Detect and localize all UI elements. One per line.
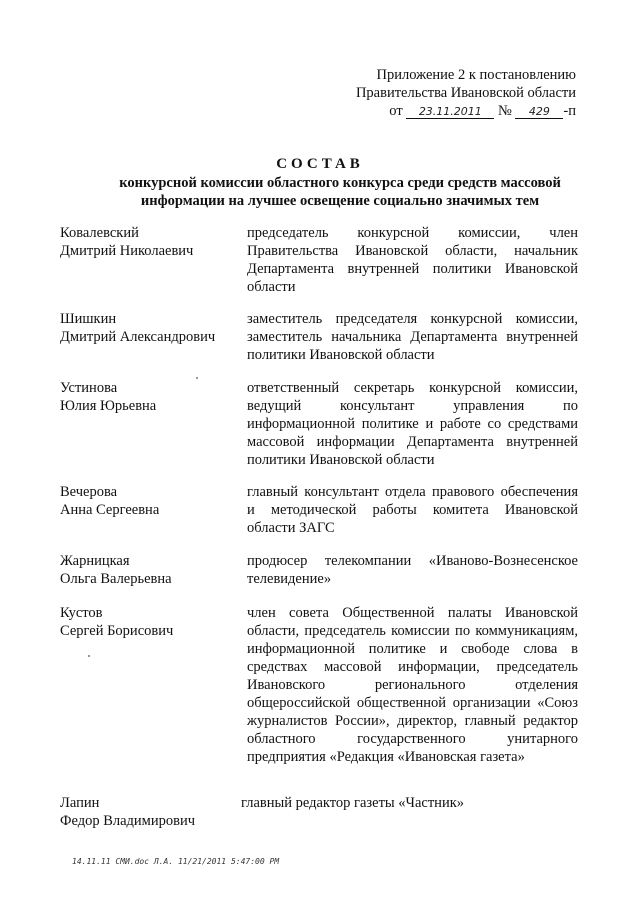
member-given-name: Федор Владимирович [60,813,196,829]
member-name [60,224,235,260]
member-surname: Кустов [60,605,103,621]
member-given-name: Ольга Валерьевна [60,571,172,587]
member-role: главный редактор газеты «Частник» [241,795,464,811]
member-surname: Устинова [60,380,118,396]
appendix-line-1: Приложение 2 к постановлению [376,67,576,83]
member-given-name: Дмитрий Николаевич [60,243,194,259]
member-given-name: Анна Сергеевна [60,502,160,518]
number-suffix: -п [563,103,576,119]
appendix-line-2: Правительства Ивановской области [355,85,576,101]
handwritten-number: 429 [515,105,563,119]
member-name [60,310,235,346]
member-given-name: Сергей Борисович [60,623,174,639]
member-role: ответственный секретарь конкурсной комиссии, ведущий консультант управления по информационной политике и работе со средствами массовой информации Департамента внутренней политики Ивановской области [247,380,578,468]
handwritten-date: 23.11.2011 [406,105,494,119]
scan-speck [196,377,198,379]
scan-speck [88,655,90,657]
number-label: № [497,103,512,119]
member-role: продюсер телекомпании «Иваново-Вознесенское телевидение» [247,553,578,587]
member-role: главный консультант отдела правового обеспечения и методической работы комитета Ивановской области ЗАГС [247,484,578,536]
member-surname: Ковалевский [60,225,139,241]
member-given-name: Дмитрий Александрович [60,329,216,345]
member-name [60,483,235,519]
member-role: член совета Общественной палаты Ивановской области, председатель комиссии по коммуникациям, информационной политике и свободе слова в средствах массовой информации, председатель Ивановского регионального отделения общероссийской общественной организации «Союз журналистов России», директор, главный редактор областного государственного унитарного предприятия «Редакция «Ивановская газета» [247,605,578,765]
member-name [60,379,235,415]
member-surname: Жарницкая [60,553,130,569]
member-role: председатель конкурсной комиссии, член Правительства Ивановской области, начальник Департамента внутренней политики Ивановской области [247,225,578,295]
document-footer: 14.11.11 СМИ.doc Л.А. 11/21/2011 5:47:00 PM [72,857,280,866]
member-role: заместитель председателя конкурсной комиссии, заместитель начальника Департамента внутренней политики Ивановской области [247,311,578,363]
date-prefix: от [389,103,403,119]
member-surname: Лапин [60,795,100,811]
document-subtitle: конкурсной комиссии областного конкурса среди средств массовой информации на лучшее освещение социально значимых тем [119,175,561,209]
appendix-header [356,66,576,120]
appendix-date-line [356,102,576,120]
member-given-name: Юлия Юрьевна [60,398,157,414]
member-surname: Вечерова [60,484,118,500]
member-name [60,552,235,588]
member-surname: Шишкин [60,311,117,327]
member-name [60,794,235,830]
member-name [60,604,235,640]
document-title: СОСТАВ [276,156,364,172]
